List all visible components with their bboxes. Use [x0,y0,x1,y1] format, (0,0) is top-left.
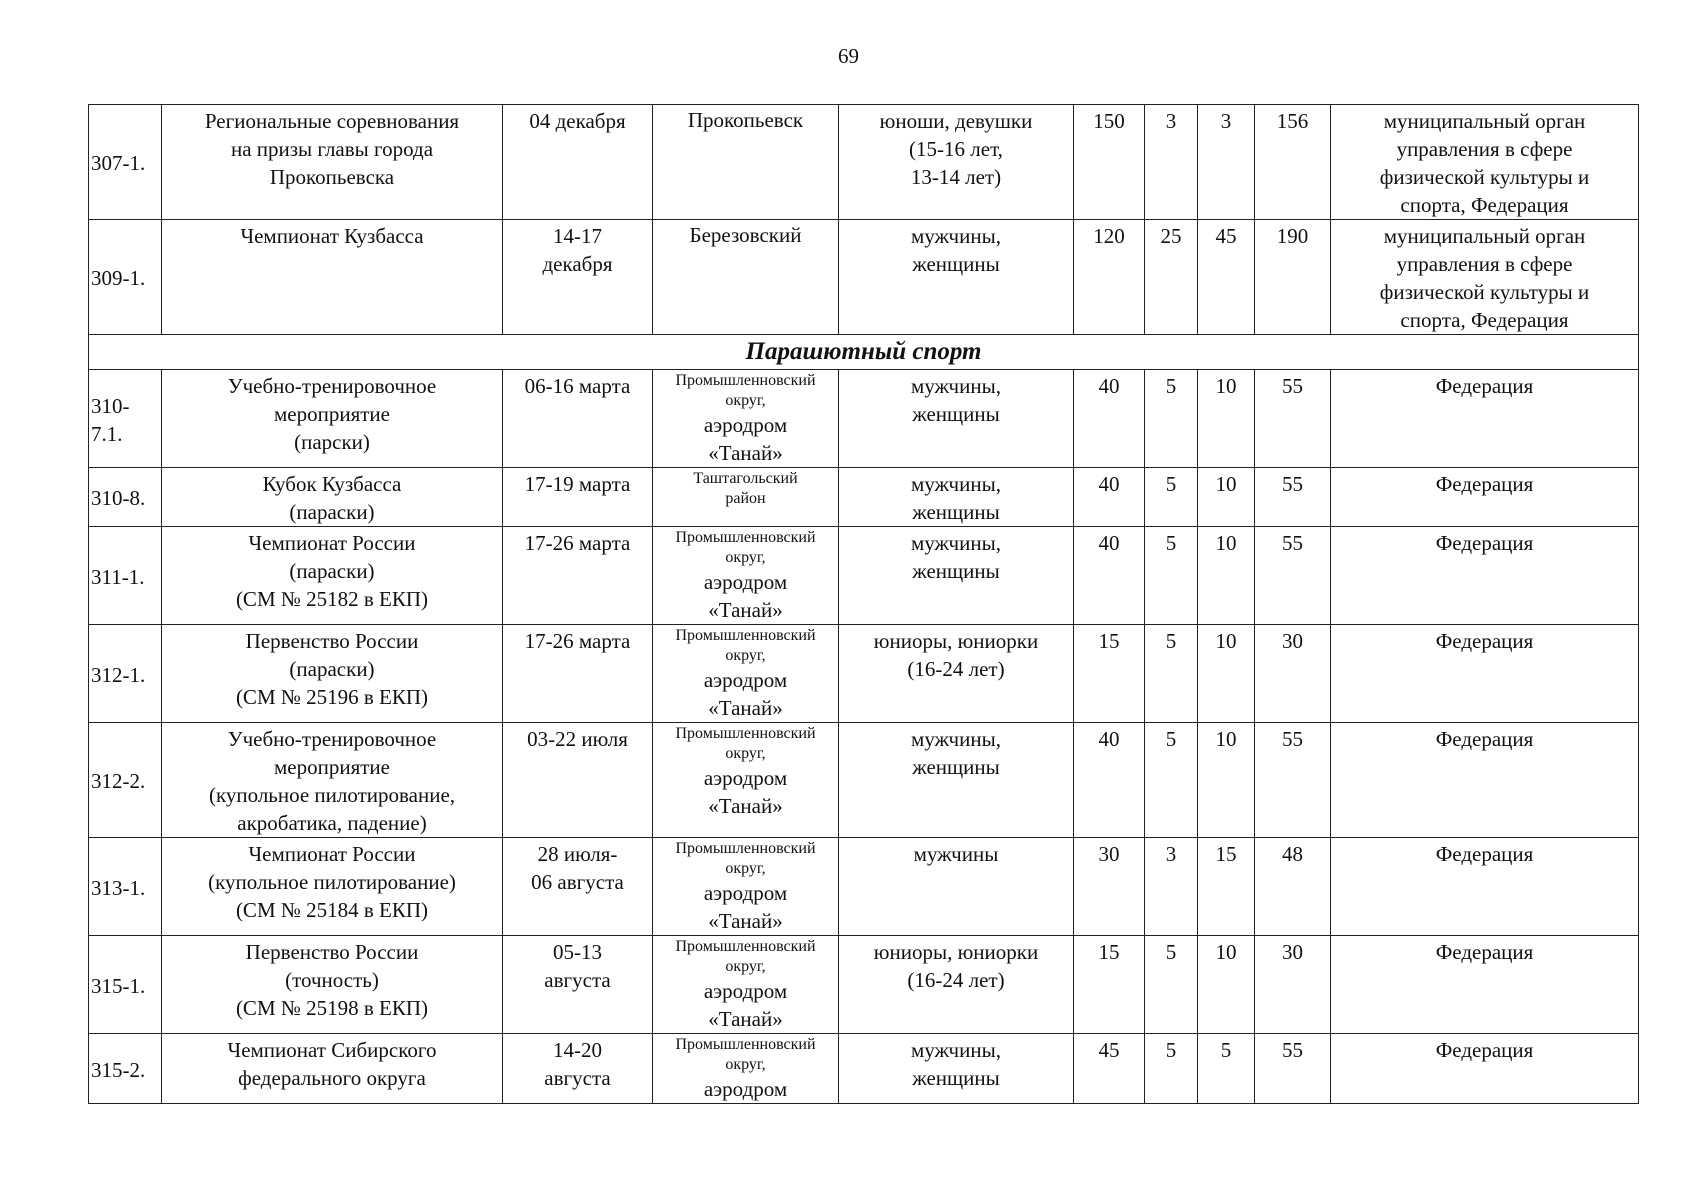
organizer [1331,838,1639,936]
cell-line: Промышленновский [675,372,816,389]
cell-line: (параски) [289,559,375,583]
coaches-count: 5 [1145,1034,1198,1104]
event-venue [653,105,839,220]
event-venue [653,625,839,723]
cell-line: аэродром [703,979,788,1003]
event-name [162,625,503,723]
cell-line: физической культуры и [1379,165,1590,189]
cell-line: (купольное пилотирование, [208,783,456,807]
cell-line: Прокопьевск [687,108,804,132]
cell-line: Промышленновский [675,938,816,955]
cell-line: (СМ № 25198 в ЕКП) [235,996,429,1020]
coaches-count: 3 [1145,105,1198,220]
cell-line: Федерация [1435,629,1534,653]
cell-line: «Танай» [708,598,783,622]
coaches-count: 5 [1145,370,1198,468]
total-count: 55 [1255,723,1331,838]
participants [839,468,1074,527]
total-count: 48 [1255,838,1331,936]
coaches-count: 5 [1145,527,1198,625]
cell-line: Промышленновский [675,627,816,644]
participants [839,838,1074,936]
cell-line: (параски) [289,500,375,524]
event-number: 315-2. [89,1034,162,1104]
athletes-count: 45 [1074,1034,1145,1104]
cell-line: округ, [725,958,766,975]
cell-line: аэродром [703,570,788,594]
cell-line: (парски) [294,430,370,454]
organizer [1331,1034,1639,1104]
organizer [1331,370,1639,468]
coaches-count: 5 [1145,468,1198,527]
organizer [1331,723,1639,838]
event-name [162,468,503,527]
cell-line: «Танай» [708,1007,783,1031]
coaches-count: 5 [1145,936,1198,1034]
cell-line: округ, [725,549,766,566]
event-venue [653,936,839,1034]
judges-count: 10 [1198,723,1255,838]
event-dates [503,105,653,220]
cell-line: район [725,490,766,507]
event-venue [653,723,839,838]
cell-line: юниоры, юниорки [873,940,1039,964]
table-row [89,838,1639,936]
cell-line: Таштагольский [693,470,798,487]
judges-count: 3 [1198,105,1255,220]
cell-line: округ, [725,745,766,762]
participants [839,723,1074,838]
participants [839,625,1074,723]
cell-line: муниципальный орган [1383,109,1586,133]
cell-line: аэродром [703,766,788,790]
event-venue [653,468,839,527]
cell-line: Чемпионат Кузбасса [240,224,424,248]
cell-line: Кубок Кузбасса [262,472,402,496]
event-dates [503,625,653,723]
cell-line: 14-17 [553,224,602,248]
event-name [162,220,503,335]
cell-line: (15-16 лет, [909,137,1003,161]
event-number: 313-1. [89,838,162,936]
judges-count: 10 [1198,468,1255,527]
organizer [1331,468,1639,527]
athletes-count: 40 [1074,723,1145,838]
judges-count: 10 [1198,370,1255,468]
participants [839,220,1074,335]
table-row [89,370,1639,468]
event-number: 312-1. [89,625,162,723]
cell-line: аэродром [703,413,788,437]
coaches-count: 3 [1145,838,1198,936]
table-row [89,625,1639,723]
cell-line: (параски) [289,657,375,681]
organizer [1331,220,1639,335]
event-name [162,1034,503,1104]
event-number: 315-1. [89,936,162,1034]
cell-line: Первенство России [245,629,419,653]
cell-line: Федерация [1435,727,1534,751]
event-dates [503,220,653,335]
cell-line: Промышленновский [675,840,816,857]
judges-count: 5 [1198,1034,1255,1104]
section-body [89,335,1639,370]
table-row [89,936,1639,1034]
cell-line: 06 августа [531,870,624,894]
cell-line: Чемпионат Сибирского [227,1038,437,1062]
cell-line: мужчины [913,842,999,866]
cell-line: Федерация [1435,1038,1534,1062]
cell-line: 28 июля- [537,842,618,866]
cell-line: округ, [725,1056,766,1073]
athletes-count: 40 [1074,370,1145,468]
cell-line: (16-24 лет) [907,968,1005,992]
total-count: 156 [1255,105,1331,220]
cell-line: (16-24 лет) [907,657,1005,681]
participants [839,527,1074,625]
table-row [89,220,1639,335]
cell-line: Промышленновский [675,1036,816,1053]
cell-line: Березовский [689,223,802,247]
athletes-count: 40 [1074,527,1145,625]
total-count: 30 [1255,936,1331,1034]
cell-line: на призы главы города [230,137,434,161]
cell-line: аэродром [703,1077,788,1101]
cell-line: «Танай» [708,696,783,720]
cell-line: женщины [912,252,1000,276]
cell-line: мужчины, [911,727,1001,751]
cell-line: женщины [912,402,1000,426]
cell-line: мужчины, [911,1038,1001,1062]
event-name [162,527,503,625]
cell-line: (СМ № 25182 в ЕКП) [235,587,429,611]
cell-line: Федерация [1435,842,1534,866]
cell-line: 04 декабря [529,109,626,133]
cell-line: (СМ № 25196 в ЕКП) [235,685,429,709]
cell-line: 17-26 марта [524,531,631,555]
event-venue [653,220,839,335]
event-dates [503,936,653,1034]
total-count: 55 [1255,468,1331,527]
cell-line: женщины [912,1066,1000,1090]
participants [839,105,1074,220]
cell-line: Федерация [1435,374,1534,398]
event-dates [503,838,653,936]
cell-line: Чемпионат России [248,842,416,866]
table-body-top [89,105,1639,335]
cell-line: управления в сфере [1396,252,1573,276]
cell-line: акробатика, падение) [237,811,427,835]
page-number: 69 [838,44,859,68]
cell-line: юноши, девушки [879,109,1033,133]
total-count: 30 [1255,625,1331,723]
event-dates [503,468,653,527]
total-count: 190 [1255,220,1331,335]
cell-line: мужчины, [911,531,1001,555]
cell-line: 05-13 [553,940,602,964]
cell-line: округ, [725,392,766,409]
cell-line: (купольное пилотирование) [208,870,456,894]
cell-line: женщины [912,500,1000,524]
participants [839,370,1074,468]
cell-line: Федерация [1435,472,1534,496]
event-venue [653,370,839,468]
event-number: 309-1. [89,220,162,335]
event-number: 312-2. [89,723,162,838]
cell-line: Федерация [1435,531,1534,555]
event-number: 307-1. [89,105,162,220]
athletes-count: 150 [1074,105,1145,220]
cell-line: (точность) [285,968,379,992]
cell-line: декабря [542,252,613,276]
judges-count: 15 [1198,838,1255,936]
table-row [89,723,1639,838]
event-venue [653,527,839,625]
event-name [162,838,503,936]
judges-count: 45 [1198,220,1255,335]
organizer [1331,625,1639,723]
athletes-count: 15 [1074,936,1145,1034]
cell-line: 17-19 марта [524,472,631,496]
participants [839,1034,1074,1104]
cell-line: мероприятие [274,402,390,426]
event-name [162,936,503,1034]
cell-line: Промышленновский [675,529,816,546]
section-header-row [89,335,1639,370]
total-count: 55 [1255,527,1331,625]
cell-line: «Танай» [708,909,783,933]
section-title: Парашютный спорт [89,335,1639,370]
cell-line: августа [544,968,611,992]
event-dates [503,1034,653,1104]
cell-line: женщины [912,755,1000,779]
cell-line: округ, [725,860,766,877]
event-name [162,723,503,838]
cell-line: Первенство России [245,940,419,964]
cell-line: Региональные соревнования [204,109,460,133]
athletes-count: 120 [1074,220,1145,335]
judges-count: 10 [1198,527,1255,625]
cell-line: 17-26 марта [524,629,631,653]
table-row [89,105,1639,220]
table-row [89,468,1639,527]
cell-line: августа [544,1066,611,1090]
cell-line: Федерация [1435,940,1534,964]
cell-line: Промышленновский [675,725,816,742]
cell-line: 13-14 лет) [910,165,1002,189]
athletes-count: 40 [1074,468,1145,527]
cell-line: мужчины, [911,224,1001,248]
cell-line: спорта, Федерация [1400,308,1569,332]
judges-count: 10 [1198,625,1255,723]
cell-line: округ, [725,647,766,664]
coaches-count: 5 [1145,625,1198,723]
table-body-bottom [89,370,1639,1104]
judges-count: 10 [1198,936,1255,1034]
table-row [89,1034,1639,1104]
event-name [162,370,503,468]
organizer [1331,105,1639,220]
event-number: 310-8. [89,468,162,527]
athletes-count: 15 [1074,625,1145,723]
cell-line: Прокопьевска [269,165,395,189]
cell-line: Чемпионат России [248,531,416,555]
event-dates [503,723,653,838]
athletes-count: 30 [1074,838,1145,936]
cell-line: мужчины, [911,374,1001,398]
cell-line: «Танай» [708,441,783,465]
coaches-count: 5 [1145,723,1198,838]
total-count: 55 [1255,370,1331,468]
participants [839,936,1074,1034]
cell-line: муниципальный орган [1383,224,1586,248]
organizer [1331,527,1639,625]
coaches-count: 25 [1145,220,1198,335]
total-count: 55 [1255,1034,1331,1104]
event-dates [503,527,653,625]
cell-line: мероприятие [274,755,390,779]
cell-line: женщины [912,559,1000,583]
cell-line: юниоры, юниорки [873,629,1039,653]
cell-line: «Танай» [708,794,783,818]
event-dates [503,370,653,468]
table-row [89,527,1639,625]
event-number: 310-7.1. [89,370,162,468]
cell-line: Учебно-тренировочное [227,727,437,751]
cell-line: аэродром [703,881,788,905]
cell-line: управления в сфере [1396,137,1573,161]
cell-line: спорта, Федерация [1400,193,1569,217]
cell-line: 14-20 [553,1038,602,1062]
event-name [162,105,503,220]
event-number: 311-1. [89,527,162,625]
cell-line: аэродром [703,668,788,692]
event-venue [653,838,839,936]
events-table [88,104,1639,1104]
cell-line: физической культуры и [1379,280,1590,304]
cell-line: федерального округа [238,1066,426,1090]
cell-line: 06-16 марта [524,374,631,398]
event-venue [653,1034,839,1104]
cell-line: мужчины, [911,472,1001,496]
cell-line: (СМ № 25184 в ЕКП) [235,898,429,922]
organizer [1331,936,1639,1034]
cell-line: 03-22 июля [527,727,628,751]
cell-line: Учебно-тренировочное [227,374,437,398]
